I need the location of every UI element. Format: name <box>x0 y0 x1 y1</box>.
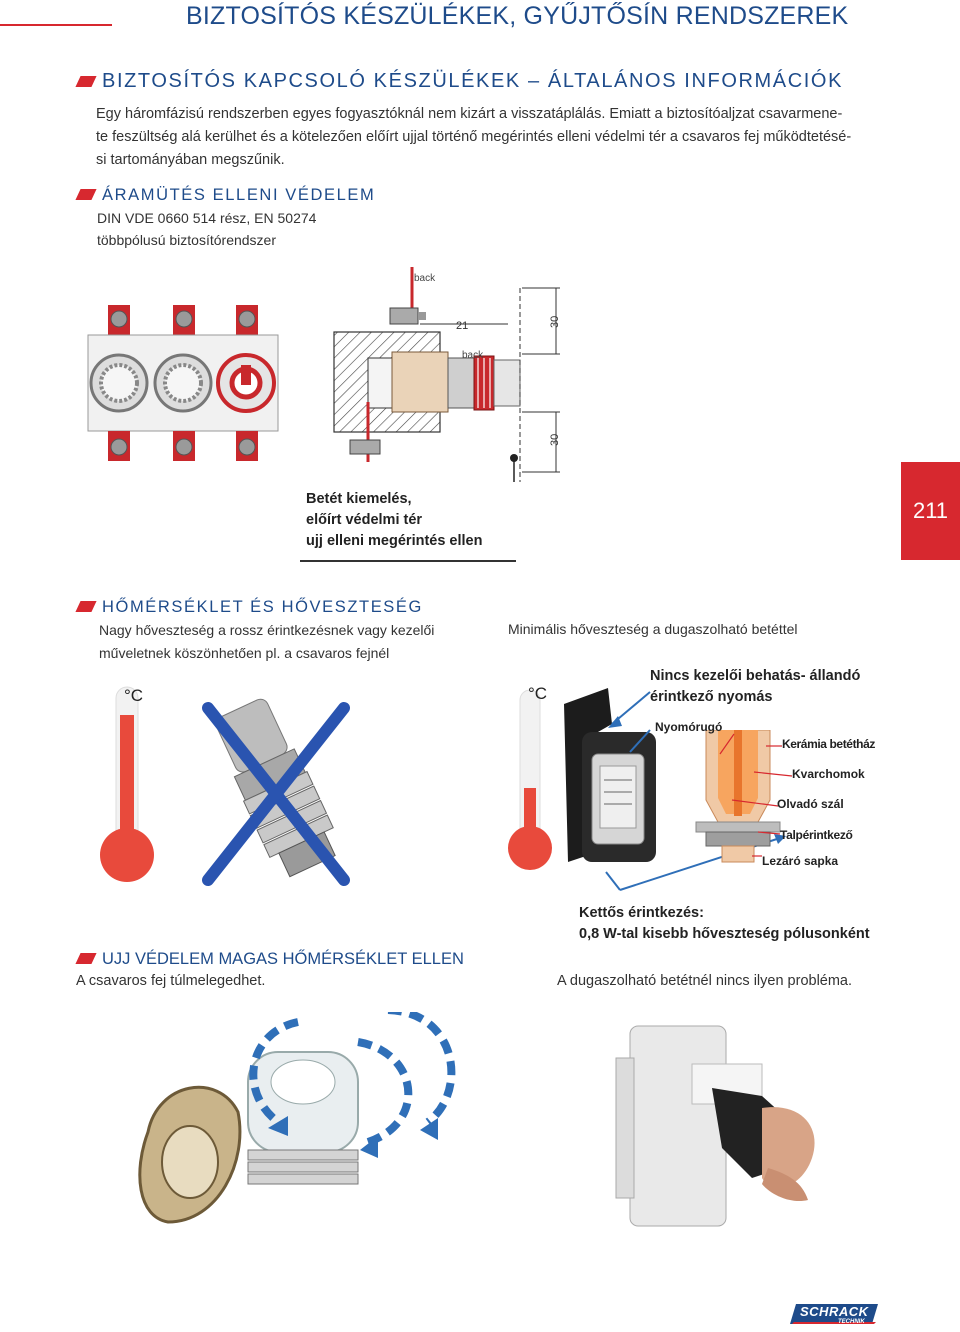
label-fuse-wire: Olvadó szál <box>777 797 844 811</box>
header-rule <box>0 24 112 26</box>
dimension-21: 21 <box>456 320 469 332</box>
finger-heading: UJJ VÉDELEM MAGAS HŐMÉRSÉKLET ELLEN <box>102 950 464 968</box>
bullet-icon <box>75 189 96 200</box>
top-terminals <box>108 305 258 335</box>
plug-in-fuse-holder-illustration <box>612 1018 822 1238</box>
bullet-icon <box>75 76 96 87</box>
label-spring: Nyomórugó <box>655 720 723 734</box>
fuse-section-drawing <box>328 262 568 482</box>
shock-caption-line-2: előírt védelmi tér <box>306 512 423 528</box>
label-ceramic-housing: Kerámia betétház <box>782 737 875 751</box>
unit-celsius-right: °C <box>528 684 548 703</box>
heat-left-line-1: Nagy hőveszteség a rossz érintkezésnek vagy kezelői <box>99 622 435 638</box>
shock-heading: ÁRAMÜTÉS ELLENI VÉDELEM <box>102 186 376 204</box>
label-back-mid: back <box>462 350 484 361</box>
heat-left-paragraph <box>99 619 469 665</box>
section-heading-heat <box>78 598 423 617</box>
dimension-30-bottom: 30 <box>549 433 561 446</box>
double-contact-line-1: Kettős érintkezés: <box>579 905 704 921</box>
page-number-tab: 211 <box>901 462 960 560</box>
bullet-icon <box>75 953 96 964</box>
label-base-contact: Talpérintkező <box>780 828 853 842</box>
overheating-screw-cap-illustration <box>128 1012 528 1232</box>
shock-caption <box>306 489 482 552</box>
shock-caption-line-3: ujj elleni megérintés ellen <box>306 533 483 549</box>
finger-right-text: A dugaszolható betétnél nincs ilyen probléma. <box>557 973 853 989</box>
general-line-3: si tartományában megszűnik. <box>96 152 285 168</box>
bullet-icon <box>75 601 96 612</box>
caption-underline <box>300 560 516 562</box>
shock-subtitle: többpólusú biztosítórendszer <box>97 232 276 248</box>
general-line-2: te feszültség alá kerülhet és a kötelezően előírt ujjal történő megérintés elleni védelmi tér a csavaros fej működtetésé- <box>96 129 852 145</box>
label-quartz-sand: Kvarchomok <box>792 767 865 781</box>
brand-name: SCHRACK <box>800 1304 869 1319</box>
section-heading-finger <box>78 950 464 969</box>
shock-standard: DIN VDE 0660 514 rész, EN 50274 <box>97 210 317 226</box>
section-heading-shock <box>78 186 375 205</box>
general-line-1: Egy háromfázisú rendszerben egyes fogyasztóknál nem kizárt a visszatáplálás. Emiatt a biztosítóaljzat csavarmene- <box>96 106 843 122</box>
double-contact-line-2: 0,8 W-tal kisebb hőveszteség pólusonként <box>579 926 870 942</box>
callout-line-1: Nincs kezelői behatás- állandó <box>650 668 861 684</box>
label-back-top: back <box>414 273 436 284</box>
page-title: BIZTOSÍTÓS KÉSZÜLÉKEK, GYŰJTŐSÍN RENDSZEREK <box>186 2 849 30</box>
fuse-base-front-illustration <box>86 295 286 465</box>
section-heading-general <box>78 70 843 93</box>
general-paragraph <box>96 103 886 172</box>
callout-line-2: érintkező nyomás <box>650 689 773 705</box>
screw-fuse-crossed-illustration <box>194 690 360 890</box>
brand-sub: TECHNIK <box>838 1319 865 1325</box>
heat-right-text: Minimális hőveszteség a dugaszolható betéttel <box>508 621 798 637</box>
thermometer-high-icon <box>96 685 166 885</box>
dimension-30-top: 30 <box>549 315 561 328</box>
fuse-holes <box>91 355 274 411</box>
heat-left-line-2: műveletnek köszönhetően pl. a csavaros fejnél <box>99 645 390 661</box>
label-end-cap: Lezáró sapka <box>762 854 839 868</box>
double-contact-callout <box>579 903 870 945</box>
general-heading: BIZTOSÍTÓS KAPCSOLÓ KÉSZÜLÉKEK – ÁLTALÁNOS INFORMÁCIÓK <box>102 70 844 92</box>
thermometer-low-icon <box>504 688 564 880</box>
bottom-terminals <box>108 431 258 461</box>
no-operator-influence-callout <box>650 666 860 708</box>
finger-left-text: A csavaros fej túlmelegedhet. <box>76 973 266 989</box>
unit-celsius-left: °C <box>124 686 144 705</box>
shock-caption-line-1: Betét kiemelés, <box>306 491 412 507</box>
heat-heading: HŐMÉRSÉKLET ÉS HŐVESZTESÉG <box>102 598 423 616</box>
